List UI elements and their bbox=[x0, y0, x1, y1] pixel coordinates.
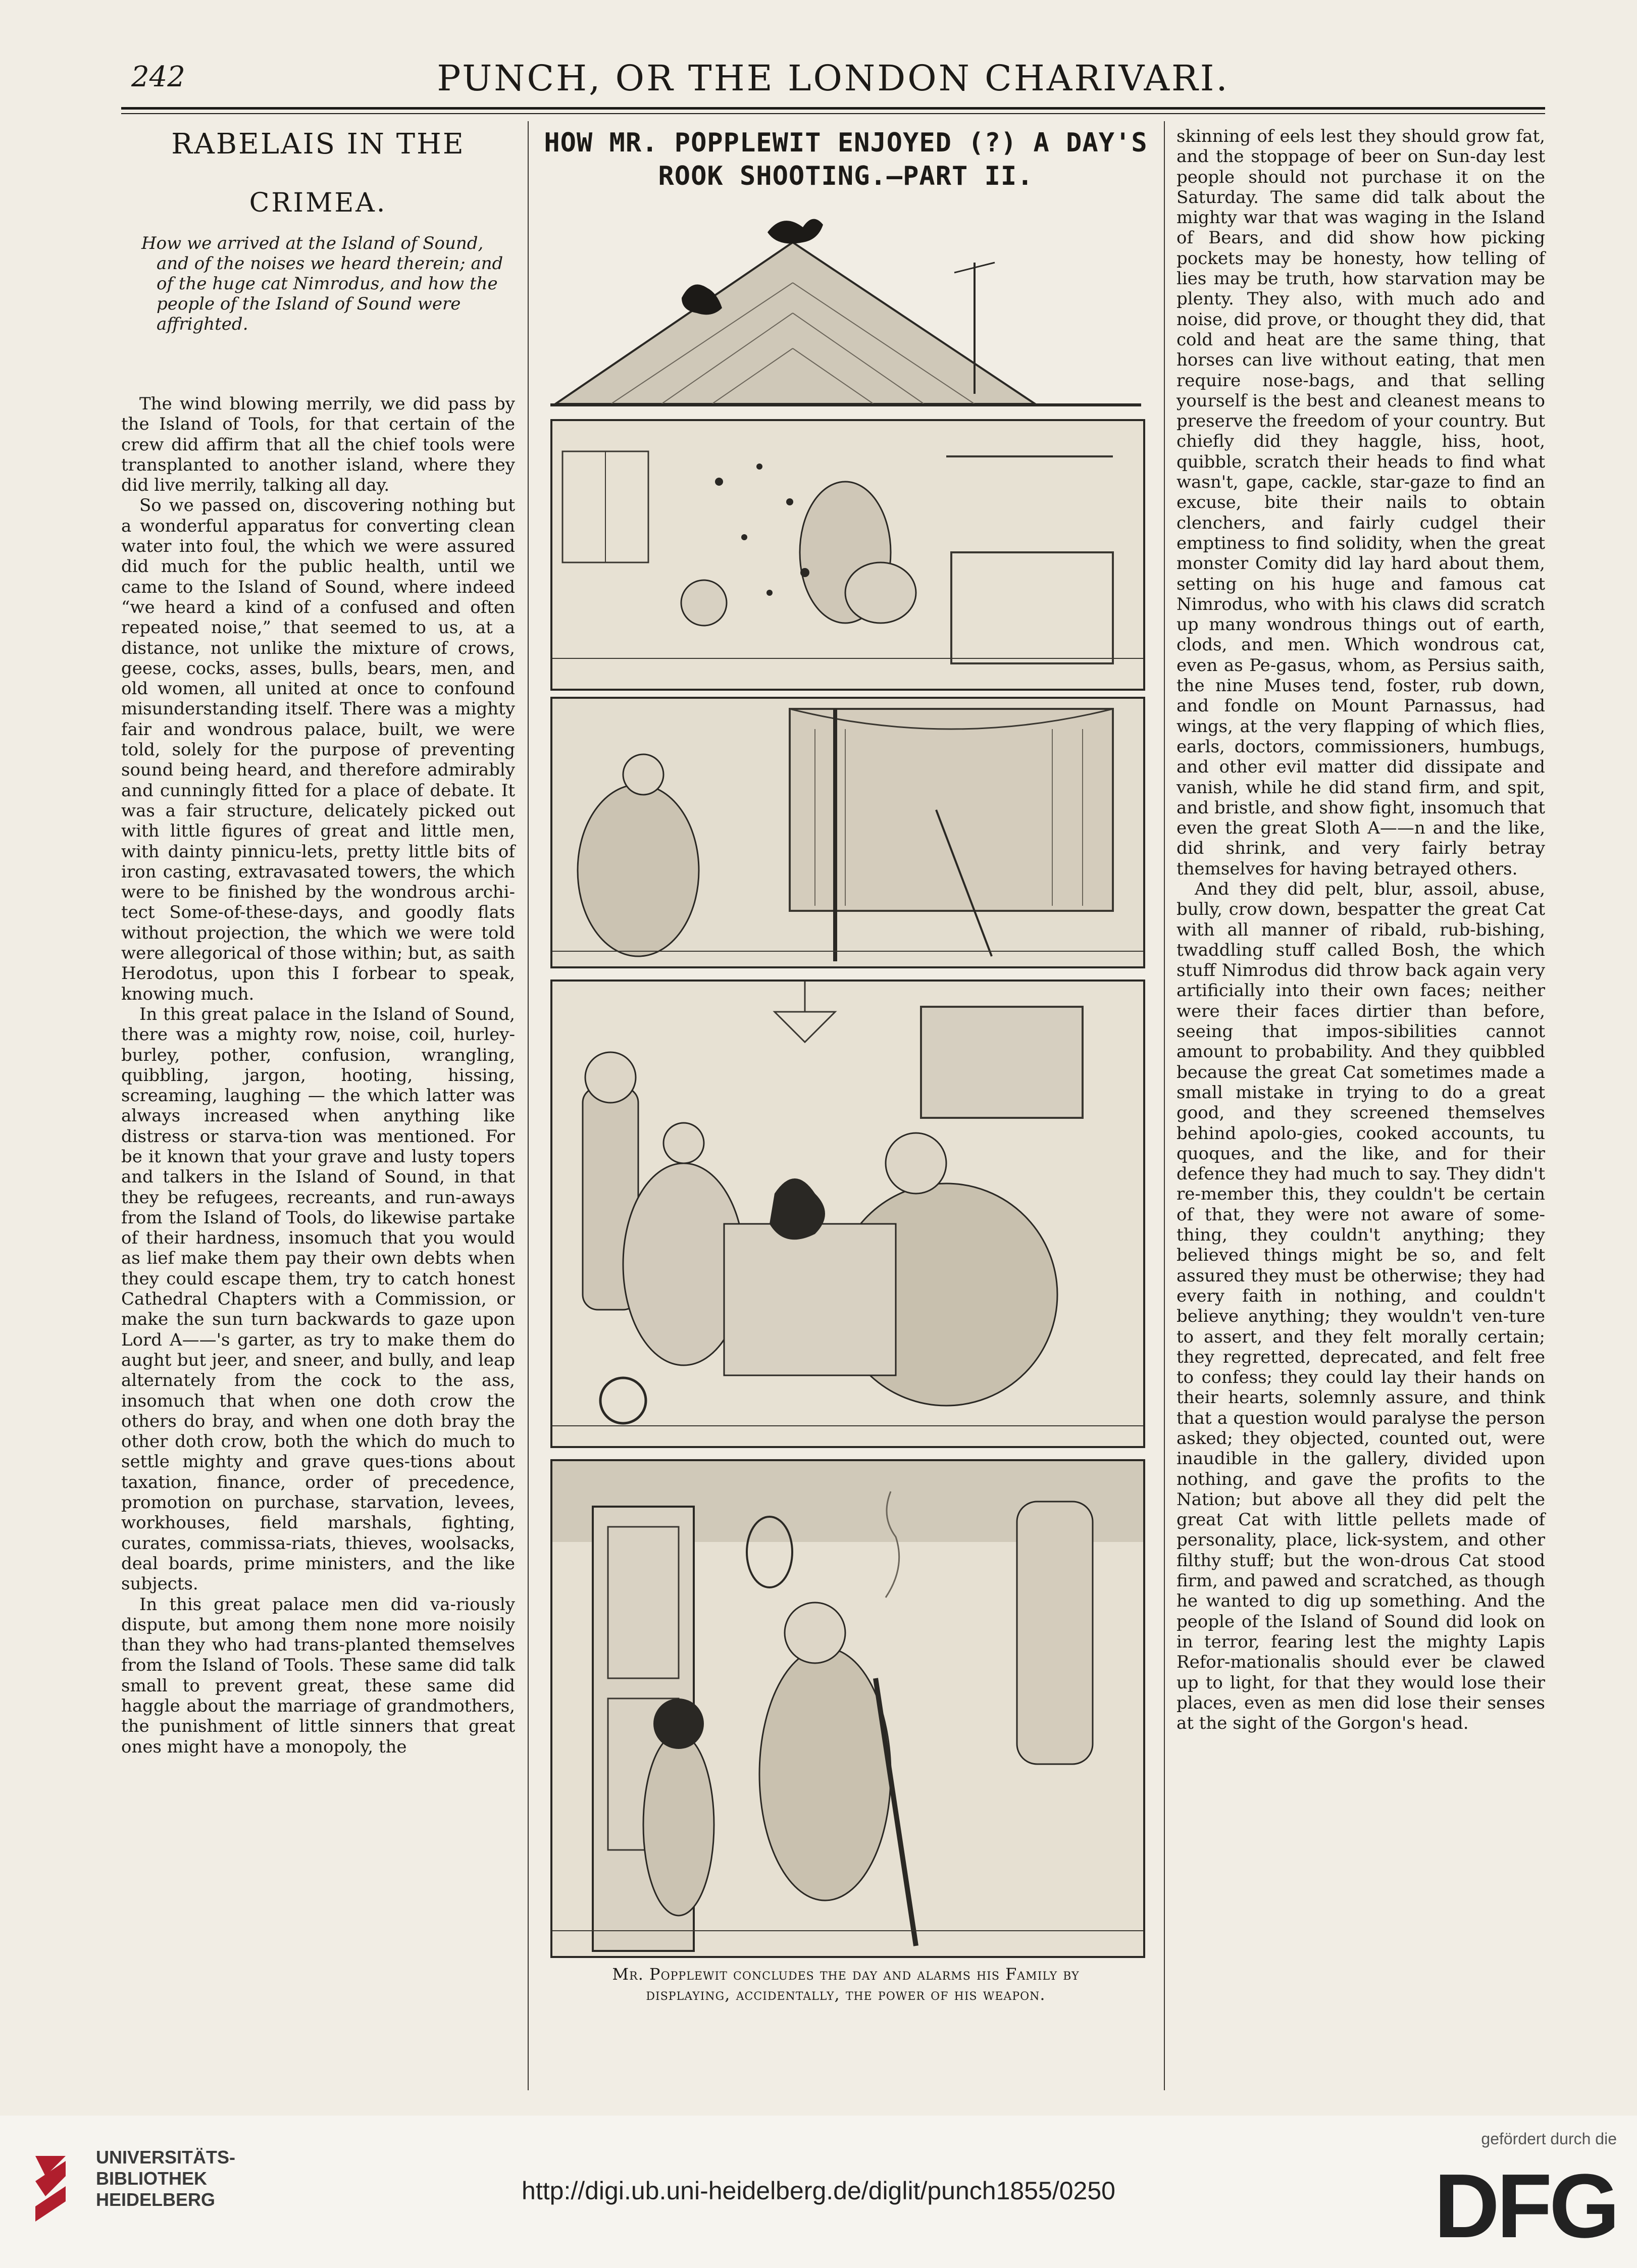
article-paragraph: In this great palace in the Island of Sound, there was a mighty row, noise, coil, hurley-burley, pother, confusion, wrangling, quibbling, jargon, hooting, hissing, screaming, laughing — the which latter was always increased when anything like distress or starva-tion was mentioned. For be it known that your grave and lusty topers and talkers in the Island of Sound, in that they be refugees, recreants, and run-aways from the Island of Tools, do likewise partake of their hardness, insomuch that you would as lief make them pay their own debts when they could escape them, try to catch honest Cathedral Chapters with a Commission, or make the sun turn backwards to gaze upon Lord A——'s garter, as try to make them do aught but jeer, and sneer, and bully, and leap alternately from the cock to the ass, insomuch that when one doth crow the others do bray, and when one doth bray the other doth crow, both the which do much to settle mighty and grave ques-tions about taxation, finance, order of precedence, promotion on purchase, starvation, levees, workhouses, field marshals, fighting, curates, commissa-riats, thieves, woolsacks, deal boards, prime ministers, and the like subjects. bbox=[121, 1004, 515, 1594]
article-paragraph: The wind blowing merrily, we did pass by the Island of Tools, for that certain of the crew did affirm that all the chief tools were transplanted to another island, where they did live merrily, talking all day. bbox=[121, 394, 515, 496]
article-body bbox=[121, 394, 515, 1757]
header-rule-thin bbox=[121, 113, 1545, 114]
cartoon-panel-nursery bbox=[550, 419, 1145, 691]
masthead: PUNCH, OR THE LONDON CHARIVARI. bbox=[437, 58, 1230, 99]
newspaper-page bbox=[121, 50, 1545, 2100]
right-column bbox=[1176, 126, 1545, 1733]
cat-silhouette-bottom bbox=[682, 284, 722, 315]
cartoon-panel-window bbox=[550, 697, 1145, 968]
article-title-line2: CRIMEA. bbox=[249, 188, 387, 218]
digitization-footer bbox=[0, 2116, 1637, 2268]
library-name-line2: BIBLIOTHEK bbox=[96, 2168, 207, 2189]
column-divider-right bbox=[1164, 121, 1165, 2090]
cartoon-panel-popplewit bbox=[550, 1459, 1145, 1958]
dfg-logo: DFG bbox=[1434, 2155, 1617, 2257]
article-title bbox=[121, 128, 515, 161]
header-rule bbox=[121, 107, 1545, 110]
cartoon-title-line1: HOW MR. POPPLEWIT ENJOYED (?) A DAY'S bbox=[544, 128, 1148, 158]
caption-line2: displaying, accidentally, the power of his weapon. bbox=[646, 1985, 1046, 2004]
nursery-scene bbox=[552, 421, 1143, 689]
page-header bbox=[121, 50, 1545, 106]
cartoon-title bbox=[540, 126, 1151, 193]
cartoon-panel-parlour bbox=[550, 980, 1145, 1448]
column-divider-left bbox=[528, 121, 529, 2090]
cartoon-title-line2: ROOK SHOOTING.—PART II. bbox=[658, 161, 1034, 191]
page-number: 242 bbox=[131, 61, 185, 93]
caption-line1: Mr. Popplewit concludes the day and alarms his Family by bbox=[612, 1965, 1080, 1984]
article-paragraph: In this great palace men did va-riously dispute, but among them none more noisily than they who had trans-planted themselves from the Island of Tools. These same did talk small to prevent great, these same did haggle about the marriage of grandmothers, the punishment of little sinners that great ones might have a monopoly, the bbox=[121, 1594, 515, 1757]
article-description: How we arrived at the Island of Sound, and of the noises we heard therein; and of the huge cat Nimrodus, and how the people of the Island of Sound were affrighted. bbox=[141, 233, 503, 334]
funded-by-label: gefördert durch die bbox=[1481, 2130, 1617, 2148]
article-paragraph: skinning of eels lest they should grow fat, and the stoppage of beer on Sun-day lest people should not purchase it on the Saturday. The same did talk about the mighty war that was waging in the Island of Bears, and did show how picking pockets may be honesty, how telling of lies may be truth, how starvation may be plenty. They also, with much ado and noise, did prove, or thought they did, that cold and heat are the same thing, that horses can live without eating, that men require nose-bags, and that selling yourself is the best and cleanest means to preserve the freedom of your country. But chiefly did they haggle, hiss, hoot, quibble, scratch their heads to find what wasn't, gape, cackle, star-gaze to find an excuse, bite their nails to obtain clenchers, and fairly cudgel their emptiness to find solidity, when the great monster Comity did lay hard about them, setting on his huge and famous cat Nimrodus, who with his claws did scratch up many wondrous things out of earth, clods, and men. Which wondrous cat, even as Pe-gasus, whom, as Persius saith, the nine Muses tend, foster, rub down, and fondle on Mount Parnassus, had wings, at the very flapping of which flies, earls, doctors, commissioners, humbugs, and other evil matter did dissipate and vanish, while he did stand firm, and spit, and bristle, and show fight, insomuch that even the great Sloth A——n and the like, did shrink, and very fairly betray themselves for having betrayed others. bbox=[1176, 126, 1545, 879]
cat-silhouette-top bbox=[768, 219, 823, 244]
roof-with-cats-illustration bbox=[550, 202, 1141, 414]
popplewit-scene bbox=[552, 1461, 1143, 1956]
window-scene bbox=[552, 699, 1143, 966]
article-title-line1: RABELAIS IN THE bbox=[171, 128, 465, 161]
article-paragraph: So we passed on, discovering nothing but a wonderful apparatus for converting clean water into foul, the which we were assured did much for the public health, until we came to the Island of Sound, where indeed “we heard a kind of a confused and often repeated noise,” that seemed to us, at a distance, not unlike the mixture of crows, geese, cocks, asses, bulls, bears, men, and old women, all united at once to confound misunderstanding itself. There was a mighty fair and wondrous palace, built, we were told, solely for the purpose of preventing sound being heard, and therefore admirably and cunningly fitted for a place of debate. It was a fair structure, delicately picked out with little figures of great and little men, with dainty pinnicu-lets, pretty little bits of iron casting, extravasated towers, the which were to be finished by the wondrous archi-tect Some-of-these-days, and goodly flats without projection, the which we were told were allegorical of those within; but, as saith Herodotus, upon this I forbear to speak, knowing much. bbox=[121, 495, 515, 1004]
article-paragraph: And they did pelt, blur, assoil, abuse, bully, crow down, bespatter the great Cat with all manner of ribald, rub-bishing, twaddling stuff called Bosh, the which stuff Nimrodus did throw back again very artificially into their own faces; neither were their faces dirtier than before, seeing that impos-sibilities cannot amount to probability. And they quibbled because the great Cat sometimes made a small mistake in trying to do a great good, and they screened themselves behind apolo-gies, cooked accounts, tu quoques, and the like, and for their defence they had much to say. They didn't re-member this, they couldn't be certain of that, they were not aware of some-thing, they couldn't anything; they believed things might be so, and felt assured they must be otherwise; they had every faith in nothing, and couldn't believe anything; they wouldn't ven-ture to assert, and they felt morally certain; they regretted, deprecated, and felt free to confess; they could lay their hands on their hearts, solemnly assure, and think that a question would paralyse the person asked; they objected, counted out, were inaudible in the gallery, divided upon nothing, and gave the profits to the Nation; but above all they did pelt the great Cat with little pellets made of personality, place, lick-system, and other filthy stuff; but the won-drous Cat stood firm, and pawed and scratched, as though he wanted to dig up something. And the people of the Island of Sound did look on in terror, fearing lest the mighty Lapis Refor-mationalis should ever be clawed up to light, for that they would lose their places, even as men did lose their senses at the sight of the Gorgon's head. bbox=[1176, 879, 1545, 1734]
cartoon-column bbox=[540, 126, 1151, 2095]
source-url[interactable]: http://digi.ub.uni-heidelberg.de/diglit/punch1855/0250 bbox=[522, 2177, 1115, 2205]
library-name-line3: HEIDELBERG bbox=[96, 2189, 216, 2210]
parlour-scene bbox=[552, 982, 1143, 1446]
library-name-line1: UNIVERSITÄTS- bbox=[96, 2147, 236, 2168]
cartoon-caption bbox=[540, 1964, 1151, 2004]
